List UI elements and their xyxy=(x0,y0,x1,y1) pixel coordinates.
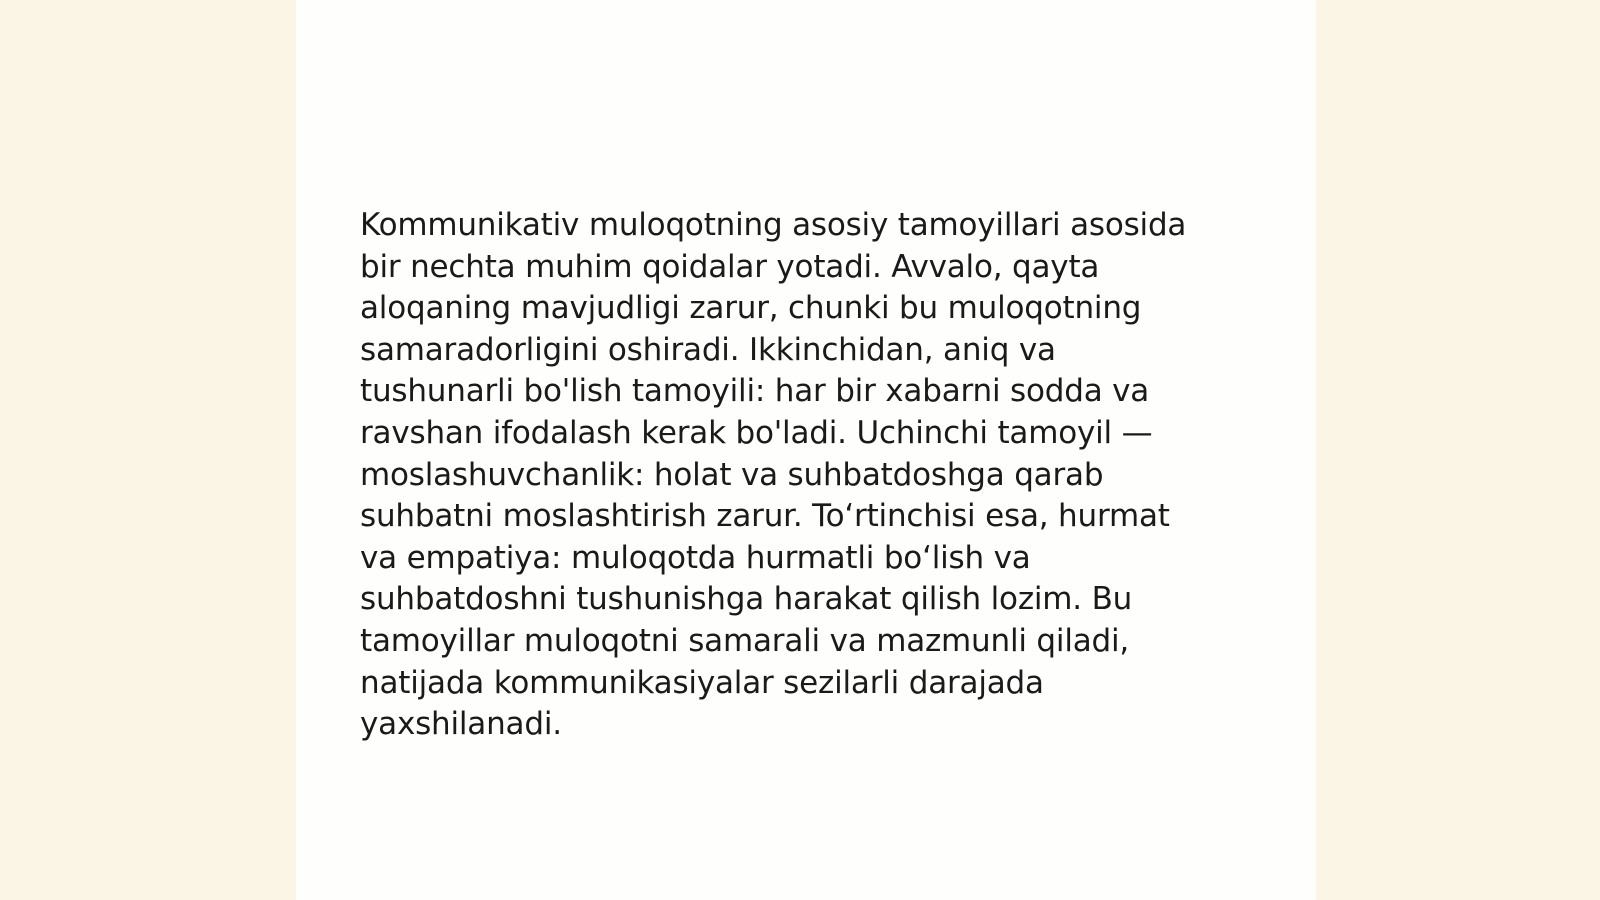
text-line: va empatiya: muloqotda hurmatli bo‘lish va xyxy=(360,539,1031,576)
text-line: Kommunikativ muloqotning asosiy tamoyillari asosida xyxy=(360,207,1187,243)
text-line: ravshan ifodalash kerak bo'ladi. Uchinchi tamoyil — xyxy=(360,414,1153,451)
text-line: tamoyillar muloqotni samarali va mazmunli qiladi, xyxy=(360,622,1130,659)
slide-body-text xyxy=(360,205,1260,746)
left-margin-background xyxy=(0,0,296,900)
text-line: suhbatdoshni tushunishga harakat qilish lozim. Bu xyxy=(360,581,1133,618)
text-line: natijada kommunikasiyalar sezilarli darajada xyxy=(360,664,1044,701)
text-line: moslashuvchanlik: holat va suhbatdoshga qarab xyxy=(360,456,1104,493)
text-line: aloqaning mavjudligi zarur, chunki bu muloqotning xyxy=(360,290,1142,327)
text-line: samaradorligini oshiradi. Ikkinchidan, aniq va xyxy=(360,331,1056,368)
right-margin-background xyxy=(1316,0,1600,900)
text-line: bir nechta muhim qoidalar yotadi. Avvalo, qayta xyxy=(360,248,1100,285)
text-line: tushunarli bo'lish tamoyili: har bir xabarni sodda va xyxy=(360,373,1150,410)
text-line: yaxshilanadi. xyxy=(360,706,562,743)
text-line: suhbatni moslashtirish zarur. To‘rtinchisi esa, hurmat xyxy=(360,498,1170,535)
